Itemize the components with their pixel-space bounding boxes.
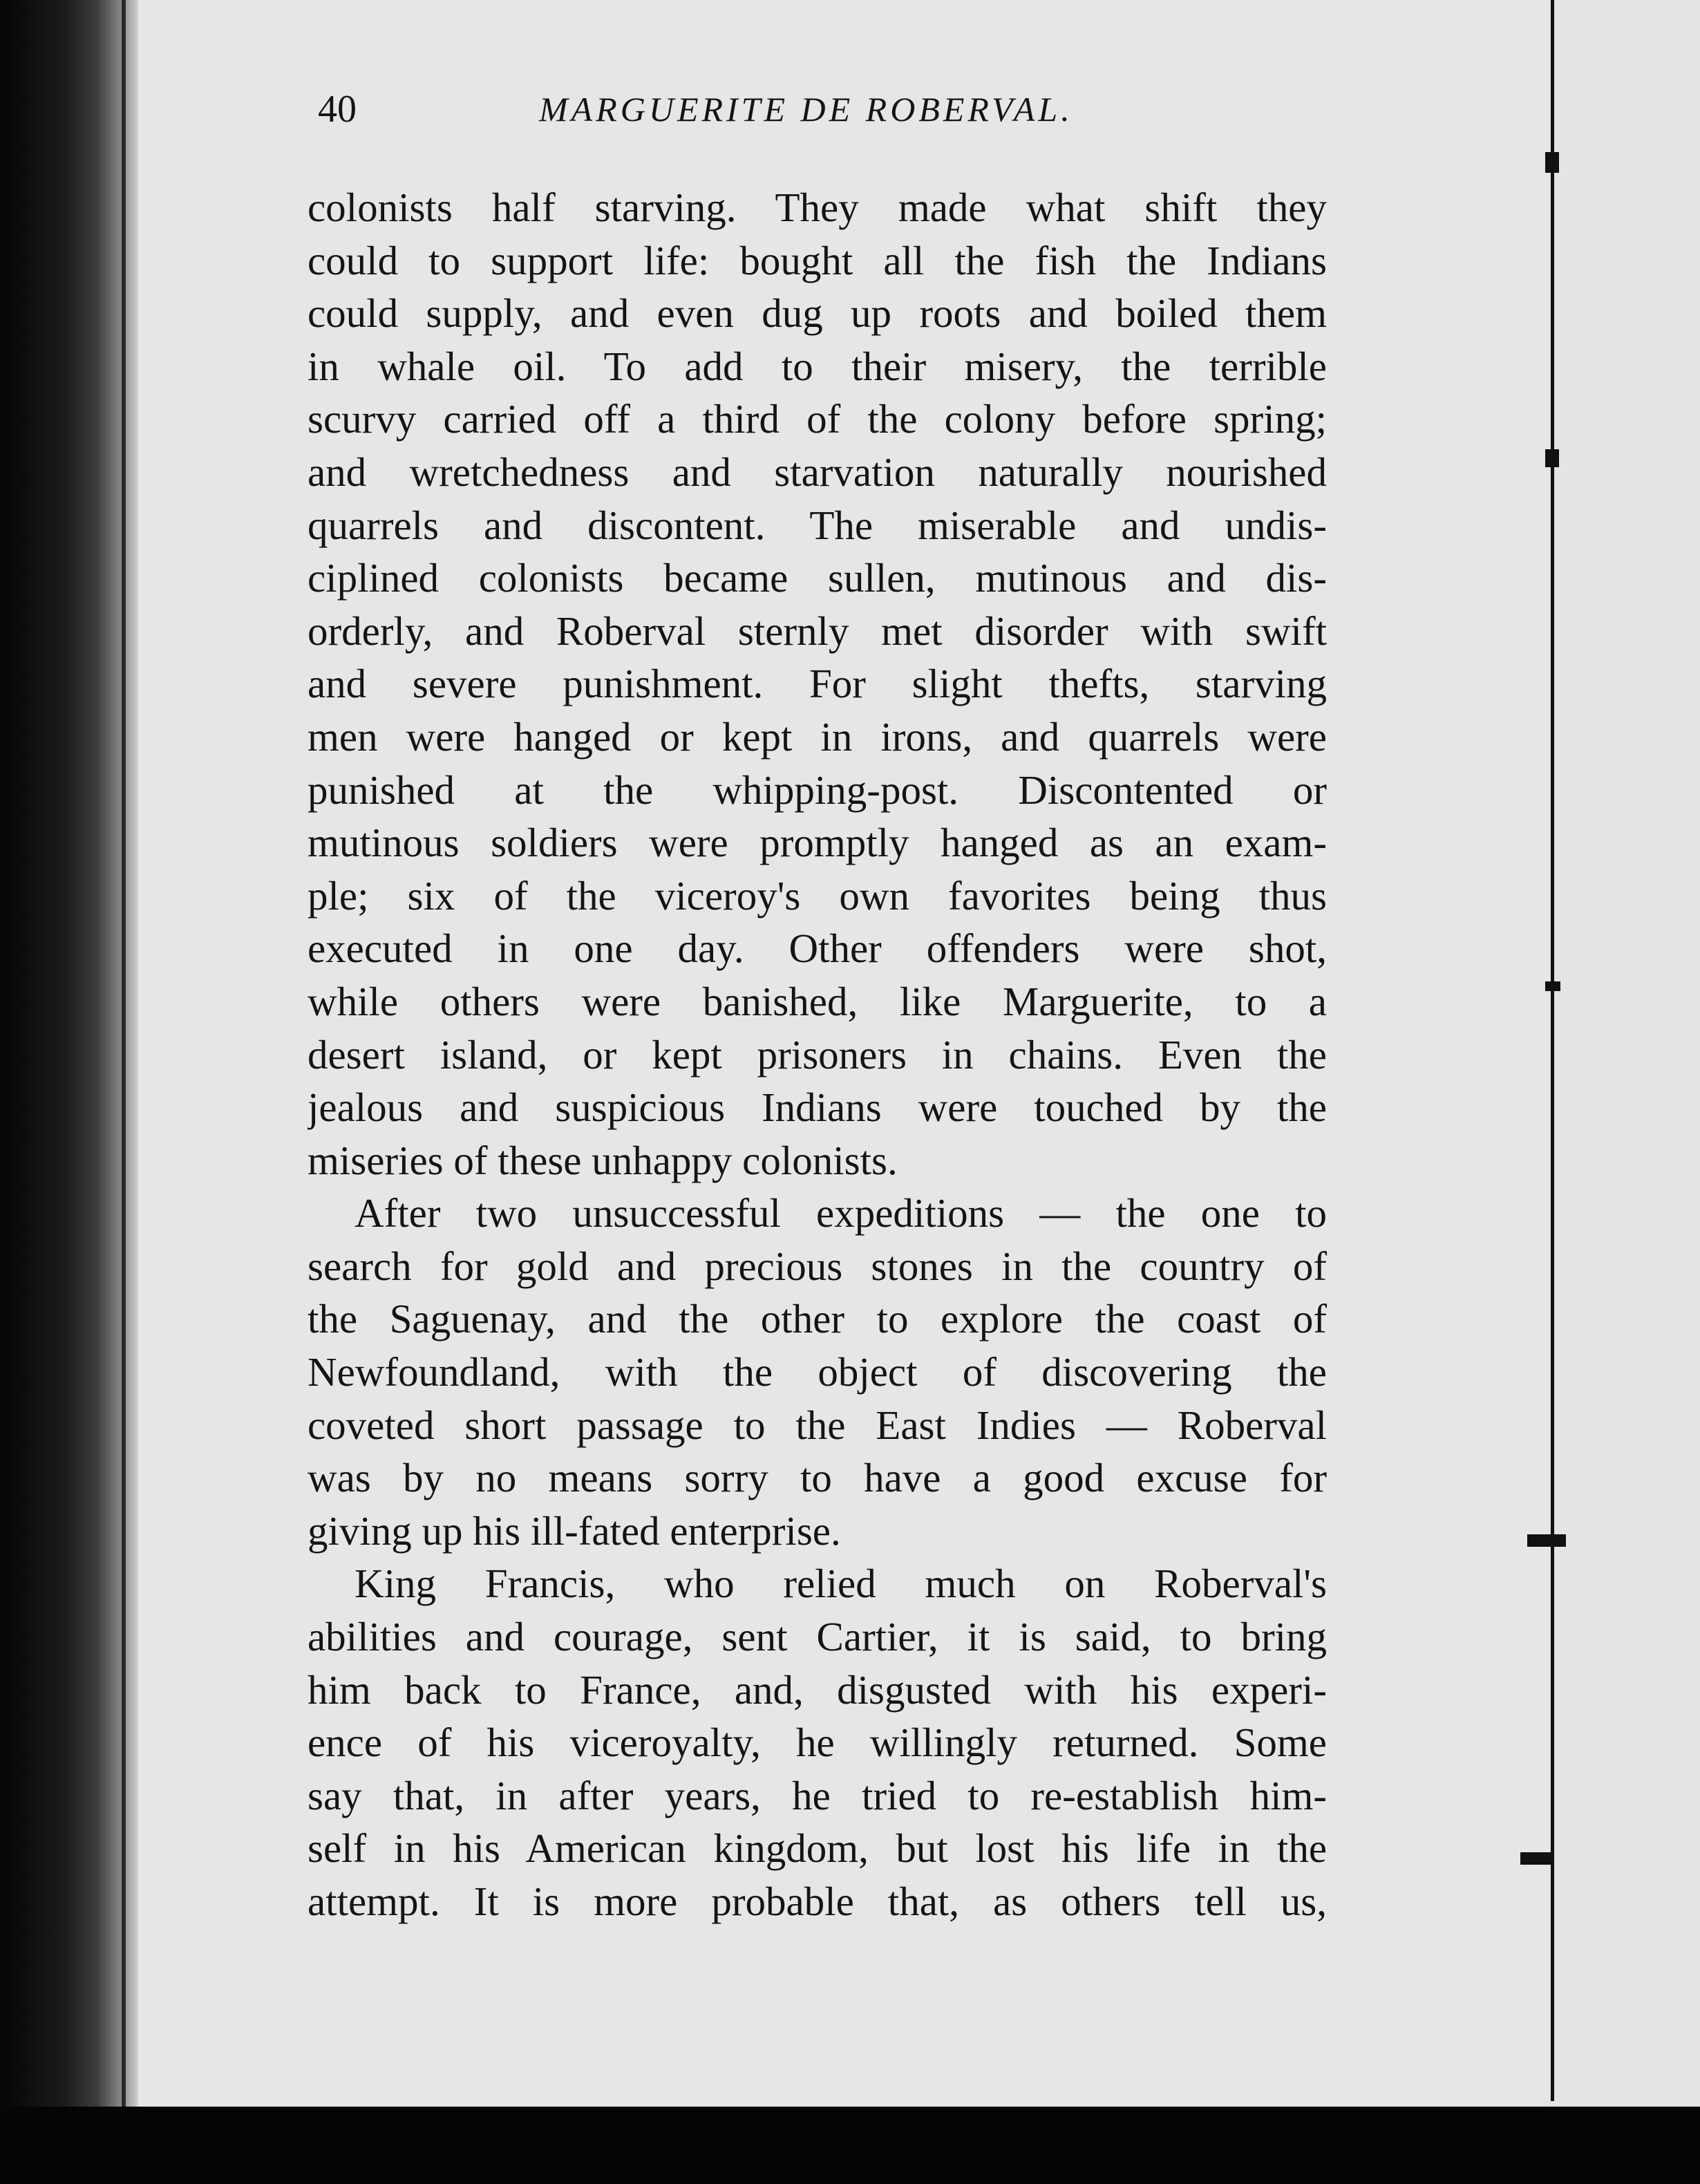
binding-edge-line (122, 0, 126, 2108)
page-edge-mark (1520, 1852, 1551, 1865)
text-line: abilities and courage, sent Cartier, it is said, to bring (308, 1614, 1327, 1660)
text-line: Newfoundland, with the object of discovering the (308, 1349, 1327, 1395)
text-line: in whale oil. To add to their misery, the terrible (308, 343, 1327, 389)
page-edge-mark (1545, 449, 1559, 467)
paragraph-end-line: miseries of these unhappy colonists. (308, 1137, 898, 1183)
text-line: mutinous soldiers were promptly hanged as an exam- (308, 820, 1327, 866)
text-line: could supply, and even dug up roots and boiled them (308, 290, 1327, 337)
page-edge-mark (1545, 981, 1560, 991)
running-header (318, 82, 1341, 137)
paragraph-end-line: giving up his ill-fated enterprise. (308, 1507, 841, 1554)
scan-bottom-border (0, 2107, 1700, 2184)
text-line: men were hanged or kept in irons, and quarrels were (308, 713, 1327, 760)
text-line: scurvy carried off a third of the colony before spring; (308, 396, 1327, 442)
page-edge-mark (1545, 152, 1559, 173)
text-line: punished at the whipping-post. Discontented or (308, 766, 1327, 813)
text-line: search for gold and precious stones in the country of (308, 1243, 1327, 1289)
page-number: 40 (318, 88, 357, 131)
text-line: say that, in after years, he tried to re-establish him- (308, 1772, 1327, 1818)
text-line: desert island, or kept prisoners in chains. Even the (308, 1031, 1327, 1077)
paragraph-start-line: After two unsuccessful expeditions — the one to (355, 1190, 1327, 1236)
text-line: and severe punishment. For slight thefts, starving (308, 661, 1327, 707)
text-line: was by no means sorry to have a good excuse for (308, 1455, 1327, 1501)
text-line: jealous and suspicious Indians were touched by the (308, 1084, 1327, 1131)
text-line: executed in one day. Other offenders were shot, (308, 925, 1327, 972)
text-line: self in his American kingdom, but lost his life in the (308, 1825, 1327, 1872)
text-line: ciplined colonists became sullen, mutinous and dis- (308, 555, 1327, 601)
body-text (308, 181, 1327, 1928)
text-line: coveted short passage to the East Indies — Roberval (308, 1402, 1327, 1448)
facing-page-edge (1548, 0, 1700, 2115)
text-line: while others were banished, like Marguerite, to a (308, 978, 1327, 1024)
text-line: could to support life: bought all the fish the Indians (308, 237, 1327, 283)
text-line: orderly, and Roberval sternly met disorder with swift (308, 608, 1327, 654)
text-line: quarrels and discontent. The miserable and undis- (308, 502, 1327, 548)
text-line: colonists half starving. They made what shift they (308, 185, 1327, 230)
text-line: ence of his viceroyalty, he willingly returned. Some (308, 1720, 1327, 1766)
text-line: him back to France, and, disgusted with his experi- (308, 1666, 1327, 1713)
text-line: attempt. It is more probable that, as others tell us, (308, 1879, 1327, 1924)
paragraph-start-line: King Francis, who relied much on Roberval's (355, 1561, 1327, 1607)
text-line: the Saguenay, and the other to explore the coast of (308, 1296, 1327, 1342)
text-line: and wretchedness and starvation naturally nourished (308, 449, 1327, 495)
running-title: MARGUERITE DE ROBERVAL. (539, 90, 1073, 129)
book-binding-gutter (0, 0, 138, 2115)
facing-page-rule (1551, 0, 1554, 2101)
text-line: ple; six of the viceroy's own favorites being thus (308, 872, 1327, 919)
page-edge-mark (1527, 1534, 1566, 1547)
